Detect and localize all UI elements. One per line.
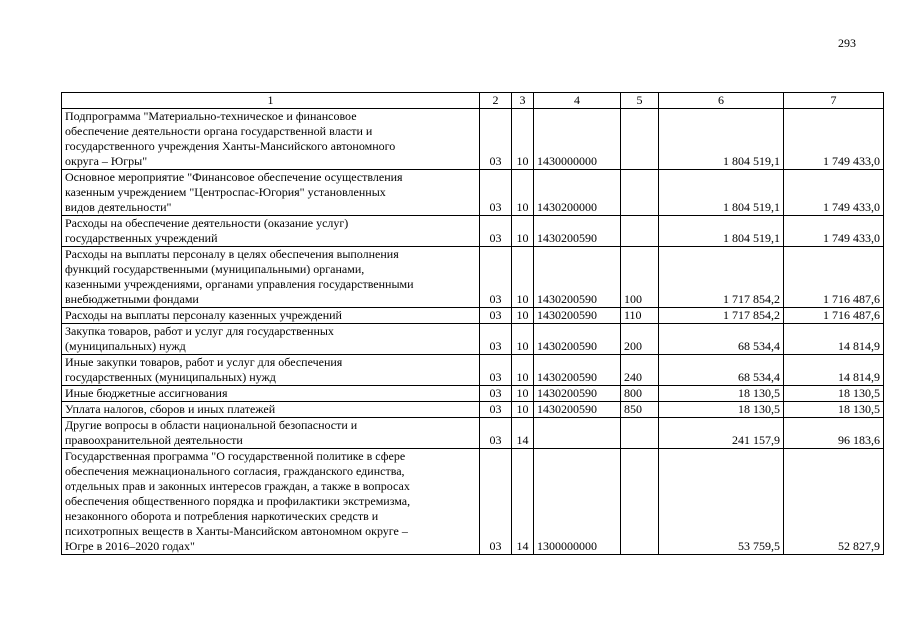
amount-col6: 1 717 854,2 [659, 308, 784, 324]
amount-col7: 1 716 487,6 [784, 308, 884, 324]
expense-type-code [621, 418, 659, 449]
section-code: 03 [480, 324, 512, 355]
column-header: 3 [512, 93, 534, 109]
table-row [62, 170, 884, 216]
subsection-code: 10 [512, 247, 534, 308]
page-number: 293 [838, 36, 856, 50]
amount-col7: 1 716 487,6 [784, 247, 884, 308]
expense-type-code: 100 [621, 247, 659, 308]
table-row [62, 247, 884, 308]
amount-col6: 1 804 519,1 [659, 216, 784, 247]
expense-type-code: 240 [621, 355, 659, 386]
amount-col7: 18 130,5 [784, 402, 884, 418]
expense-name: Иные закупки товаров, работ и услуг для обеспечения государственных (муниципальных) нужд [62, 355, 480, 386]
column-header: 4 [534, 93, 621, 109]
amount-col6: 18 130,5 [659, 386, 784, 402]
amount-col6: 1 717 854,2 [659, 247, 784, 308]
target-article-code: 1300000000 [534, 449, 621, 555]
amount-col6: 1 804 519,1 [659, 170, 784, 216]
expense-type-code [621, 109, 659, 170]
section-code: 03 [480, 355, 512, 386]
amount-col6: 18 130,5 [659, 402, 784, 418]
subsection-code: 14 [512, 449, 534, 555]
target-article-code: 1430200590 [534, 386, 621, 402]
subsection-code: 10 [512, 170, 534, 216]
section-code: 03 [480, 402, 512, 418]
expense-type-code: 200 [621, 324, 659, 355]
section-code: 03 [480, 170, 512, 216]
target-article-code: 1430200590 [534, 216, 621, 247]
amount-col7: 1 749 433,0 [784, 216, 884, 247]
target-article-code: 1430200000 [534, 170, 621, 216]
table-row [62, 386, 884, 402]
table-row [62, 308, 884, 324]
table-row [62, 355, 884, 386]
expense-name: Расходы на выплаты персоналу казенных учреждений [62, 308, 480, 324]
subsection-code: 10 [512, 308, 534, 324]
target-article-code: 1430200590 [534, 247, 621, 308]
target-article-code: 1430000000 [534, 109, 621, 170]
subsection-code: 10 [512, 386, 534, 402]
expense-name: Расходы на выплаты персоналу в целях обеспечения выполнения функций государственными (муниципальными) органами, казенными учреждениями, органами управления государственными внебюджетными фондами [62, 247, 480, 308]
column-header: 7 [784, 93, 884, 109]
column-header: 2 [480, 93, 512, 109]
subsection-code: 14 [512, 418, 534, 449]
amount-col6: 1 804 519,1 [659, 109, 784, 170]
section-code: 03 [480, 449, 512, 555]
amount-col7: 14 814,9 [784, 324, 884, 355]
table-header-row [62, 93, 884, 109]
target-article-code [534, 418, 621, 449]
expense-type-code [621, 449, 659, 555]
amount-col6: 53 759,5 [659, 449, 784, 555]
amount-col7: 52 827,9 [784, 449, 884, 555]
expense-name: Расходы на обеспечение деятельности (оказание услуг) государственных учреждений [62, 216, 480, 247]
amount-col7: 14 814,9 [784, 355, 884, 386]
section-code: 03 [480, 247, 512, 308]
amount-col7: 1 749 433,0 [784, 109, 884, 170]
expense-type-code: 850 [621, 402, 659, 418]
target-article-code: 1430200590 [534, 355, 621, 386]
table-row [62, 109, 884, 170]
expense-name: Другие вопросы в области национальной безопасности и правоохранительной деятельности [62, 418, 480, 449]
budget-table [61, 92, 884, 555]
column-header: 6 [659, 93, 784, 109]
expense-type-code: 110 [621, 308, 659, 324]
expense-name: Подпрограмма "Материально-техническое и финансовое обеспечение деятельности органа государственной власти и государственного учреждения Ханты-Мансийского автономного округа – Югры" [62, 109, 480, 170]
table-row [62, 216, 884, 247]
section-code: 03 [480, 308, 512, 324]
section-code: 03 [480, 386, 512, 402]
expense-type-code: 800 [621, 386, 659, 402]
amount-col6: 68 534,4 [659, 355, 784, 386]
subsection-code: 10 [512, 355, 534, 386]
expense-name: Закупка товаров, работ и услуг для государственных (муниципальных) нужд [62, 324, 480, 355]
amount-col7: 18 130,5 [784, 386, 884, 402]
expense-name: Основное мероприятие "Финансовое обеспечение осуществления казенным учреждением "Центроспас-Югория" установленных видов деятельности" [62, 170, 480, 216]
table-row [62, 449, 884, 555]
amount-col6: 68 534,4 [659, 324, 784, 355]
target-article-code: 1430200590 [534, 308, 621, 324]
amount-col7: 96 183,6 [784, 418, 884, 449]
expense-type-code [621, 216, 659, 247]
expense-name: Государственная программа "О государственной политике в сфере обеспечения межнационального согласия, гражданского единства, отдельных прав и законных интересов граждан, а также в вопросах обеспечения общественного порядка и профилактики экстремизма, незаконного оборота и потребления наркотических средств и психотропных веществ в Ханты-Мансийском автономном округе – Югре в 2016–2020 годах" [62, 449, 480, 555]
target-article-code: 1430200590 [534, 402, 621, 418]
expense-type-code [621, 170, 659, 216]
subsection-code: 10 [512, 324, 534, 355]
section-code: 03 [480, 109, 512, 170]
amount-col6: 241 157,9 [659, 418, 784, 449]
amount-col7: 1 749 433,0 [784, 170, 884, 216]
table-row [62, 402, 884, 418]
expense-name: Иные бюджетные ассигнования [62, 386, 480, 402]
target-article-code: 1430200590 [534, 324, 621, 355]
section-code: 03 [480, 216, 512, 247]
subsection-code: 10 [512, 402, 534, 418]
section-code: 03 [480, 418, 512, 449]
expense-name: Уплата налогов, сборов и иных платежей [62, 402, 480, 418]
column-header: 1 [62, 93, 480, 109]
column-header: 5 [621, 93, 659, 109]
subsection-code: 10 [512, 216, 534, 247]
table-row [62, 324, 884, 355]
table-row [62, 418, 884, 449]
subsection-code: 10 [512, 109, 534, 170]
